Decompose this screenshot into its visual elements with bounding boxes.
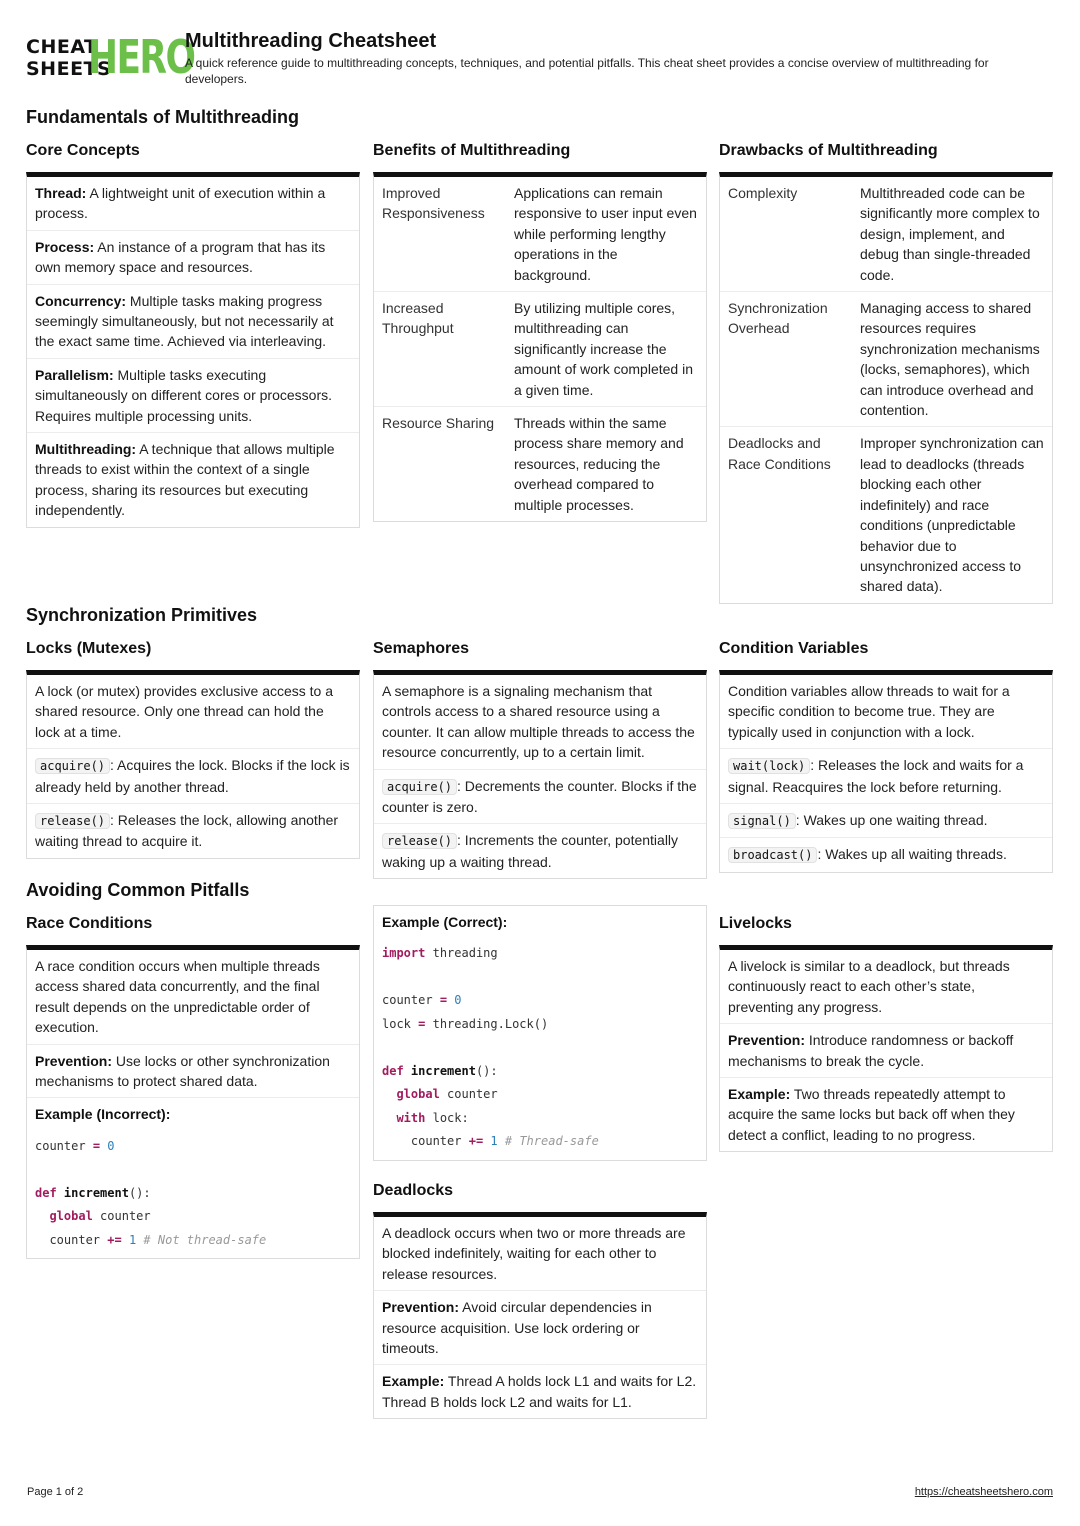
code-snippet: acquire()	[35, 758, 110, 774]
row-key: Increased Throughput	[382, 300, 454, 337]
list-item	[27, 804, 359, 858]
description: Avoid circular dependencies in resource acquisition. Use lock ordering or timeouts.	[382, 1299, 652, 1357]
list-item	[374, 770, 706, 825]
list-item: A lock (or mutex) provides exclusive access to a shared resource. Only one thread can hold the lock at a time.	[27, 675, 359, 749]
card-title-condition-variables: Condition Variables	[719, 640, 869, 657]
row-key: Synchronization Overhead	[728, 300, 828, 337]
list-item	[27, 1045, 359, 1099]
list-item	[27, 177, 359, 231]
description: : Decrements the counter. Blocks if the counter is zero.	[382, 777, 697, 816]
site-link[interactable]: https://cheatsheetshero.com	[914, 1486, 1053, 1498]
page-header	[26, 30, 1056, 90]
race-correct-example-card	[373, 905, 707, 1161]
condition-variables-card	[719, 670, 1053, 873]
card-title-benefits: Benefits of Multithreading	[373, 142, 571, 159]
list-item	[27, 749, 359, 804]
description: : Wakes up one waiting thread.	[795, 812, 988, 829]
description: Thread A holds lock L1 and waits for L2. Thread B holds lock L2 and waits for L1.	[382, 1373, 697, 1410]
description: : Releases the lock, allowing another waiting thread to acquire it.	[35, 812, 339, 850]
row-key: Improved Responsiveness	[382, 185, 485, 222]
label: Example:	[382, 1373, 445, 1390]
row-value: Managing access to shared resources requires synchronization mechanisms (locks, semaphores), which can introduce overhead and contention.	[860, 300, 1040, 419]
code-snippet: release()	[382, 833, 457, 849]
code-snippet: release()	[35, 813, 110, 829]
list-item	[374, 906, 706, 938]
row-value: Improper synchronization can lead to deadlocks (threads blocking each other indefinitely) and race conditions (unpredictable behavior due to unsynchronized access to shared data).	[860, 435, 1044, 595]
list-item	[27, 285, 359, 359]
card-title-livelocks: Livelocks	[719, 915, 792, 932]
card-title-locks: Locks (Mutexes)	[26, 640, 152, 657]
table-row	[720, 177, 1052, 292]
description: Introduce randomness or backoff mechanisms to break the cycle.	[728, 1032, 1014, 1069]
list-item	[374, 1365, 706, 1418]
term: Concurrency:	[35, 292, 127, 309]
code-snippet: signal()	[728, 813, 796, 829]
table-row	[720, 292, 1052, 427]
logo-line2: SHEETS	[26, 58, 112, 80]
description: : Releases the lock and waits for a signal. Reacquires the lock before returning.	[728, 757, 1024, 795]
term: Process:	[35, 238, 95, 255]
description: Multiple tasks executing simultaneously on different cores or processors. Requires multiple processing units.	[35, 366, 332, 424]
description: A technique that allows multiple threads to exist within the context of a single process, sharing its resources but executing independently.	[35, 441, 335, 519]
page-title: Multithreading Cheatsheet	[185, 30, 437, 52]
table-row	[374, 177, 706, 292]
list-item: A semaphore is a signaling mechanism that controls access to a shared resource using a counter. It can allow multiple threads to access the resource concurrently, up to a certain limit.	[374, 675, 706, 770]
description: Multiple tasks making progress seemingly simultaneously, but not necessarily at the exact same time. Achieved via interleaving.	[35, 292, 334, 350]
table-row	[374, 407, 706, 521]
code-block-correct: import threading counter = 0 lock = threading.Lock() def increment(): global counter with lock: counter += 1 # Thread-safe	[382, 946, 599, 1149]
section-title-fundamentals: Fundamentals of Multithreading	[26, 107, 299, 127]
list-item	[27, 433, 359, 527]
term: Multithreading:	[35, 441, 137, 458]
code-snippet: acquire()	[382, 779, 457, 795]
list-item: Condition variables allow threads to wait for a specific condition to become true. They are typically used in conjunction with a lock.	[720, 675, 1052, 749]
card-title-core-concepts: Core Concepts	[26, 142, 140, 159]
page-number: Page 1 of 2	[27, 1486, 84, 1498]
list-item: A livelock is similar to a deadlock, but threads continuously react to each other’s state, preventing any progress.	[720, 950, 1052, 1024]
description: An instance of a program that has its own memory space and resources.	[35, 238, 326, 276]
description: Use locks or other synchronization mechanisms to protect shared data.	[35, 1052, 330, 1090]
row-value: Threads within the same process share memory and resources, reducing the overhead compared to multiple processes.	[514, 415, 684, 513]
label: Example (Incorrect):	[35, 1106, 171, 1123]
locks-card	[26, 670, 360, 859]
race-conditions-card	[26, 945, 360, 1259]
card-title-race-conditions: Race Conditions	[26, 915, 153, 932]
card-title-semaphores: Semaphores	[373, 640, 470, 657]
list-item	[720, 838, 1052, 871]
list-item	[27, 231, 359, 285]
list-item	[720, 804, 1052, 838]
label: Prevention:	[382, 1299, 460, 1316]
code-snippet: wait(lock)	[728, 758, 810, 774]
description: : Acquires the lock. Blocks if the lock is already held by another thread.	[35, 757, 350, 795]
code-block-incorrect: counter = 0 def increment(): global counter counter += 1 # Not thread-safe	[35, 1138, 267, 1247]
section-title-sync: Synchronization Primitives	[26, 605, 258, 625]
list-item: A race condition occurs when multiple threads access shared data concurrently, and the final result depends on the unpredictable order of execution.	[27, 950, 359, 1045]
label: Prevention:	[728, 1032, 806, 1049]
row-key: Resource Sharing	[382, 415, 495, 432]
row-key: Deadlocks and Race Conditions	[728, 435, 831, 472]
code-snippet: broadcast()	[728, 847, 817, 863]
benefits-card	[373, 172, 707, 522]
table-row	[720, 427, 1052, 602]
description: Two threads repeatedly attempt to acquire the same locks but back off when they detect a conflict, leading to no progress.	[728, 1086, 1015, 1143]
core-concepts-card	[26, 172, 360, 528]
card-title-drawbacks: Drawbacks of Multithreading	[719, 142, 938, 159]
drawbacks-card	[719, 172, 1053, 604]
section-title-pitfalls: Avoiding Common Pitfalls	[26, 880, 250, 900]
label: Example (Correct):	[382, 914, 508, 930]
label: Prevention:	[35, 1052, 113, 1069]
list-item	[720, 1024, 1052, 1078]
description: : Increments the counter, potentially waking up a waiting thread.	[382, 832, 679, 870]
row-value: Multithreaded code can be significantly more complex to design, implement, and debug than single-threaded code.	[860, 185, 1040, 283]
list-item: A deadlock occurs when two or more threads are blocked indefinitely, waiting for each other to release resources.	[374, 1217, 706, 1291]
list-item	[374, 824, 706, 878]
table-row	[374, 292, 706, 407]
list-item	[720, 1078, 1052, 1151]
list-item	[27, 1098, 359, 1130]
list-item	[27, 359, 359, 433]
page-subtitle: A quick reference guide to multithreading concepts, techniques, and potential pitfalls. This cheat sheet provides a concise overview of multithreading for developers.	[185, 56, 989, 86]
semaphores-card	[373, 670, 707, 879]
list-item	[720, 749, 1052, 804]
term: Parallelism:	[35, 366, 114, 383]
livelocks-card	[719, 945, 1053, 1152]
label: Example:	[728, 1086, 791, 1103]
cheatsheetshero-logo[interactable]	[26, 30, 195, 84]
row-value: By utilizing multiple cores, multithreading can significantly increase the amount of work completed in a given time.	[514, 300, 693, 398]
description: A lightweight unit of execution within a process.	[35, 185, 326, 222]
row-key: Complexity	[728, 185, 798, 201]
logo-line1: CHEAT	[26, 36, 98, 58]
term: Thread:	[35, 185, 87, 201]
row-value: Applications can remain responsive to user input even while performing lengthy operations in the background.	[514, 185, 697, 283]
logo-hero: HERO	[88, 30, 195, 84]
card-title-deadlocks: Deadlocks	[373, 1182, 454, 1199]
deadlocks-card	[373, 1212, 707, 1419]
description: : Wakes up all waiting threads.	[817, 846, 1007, 863]
list-item	[374, 1291, 706, 1365]
